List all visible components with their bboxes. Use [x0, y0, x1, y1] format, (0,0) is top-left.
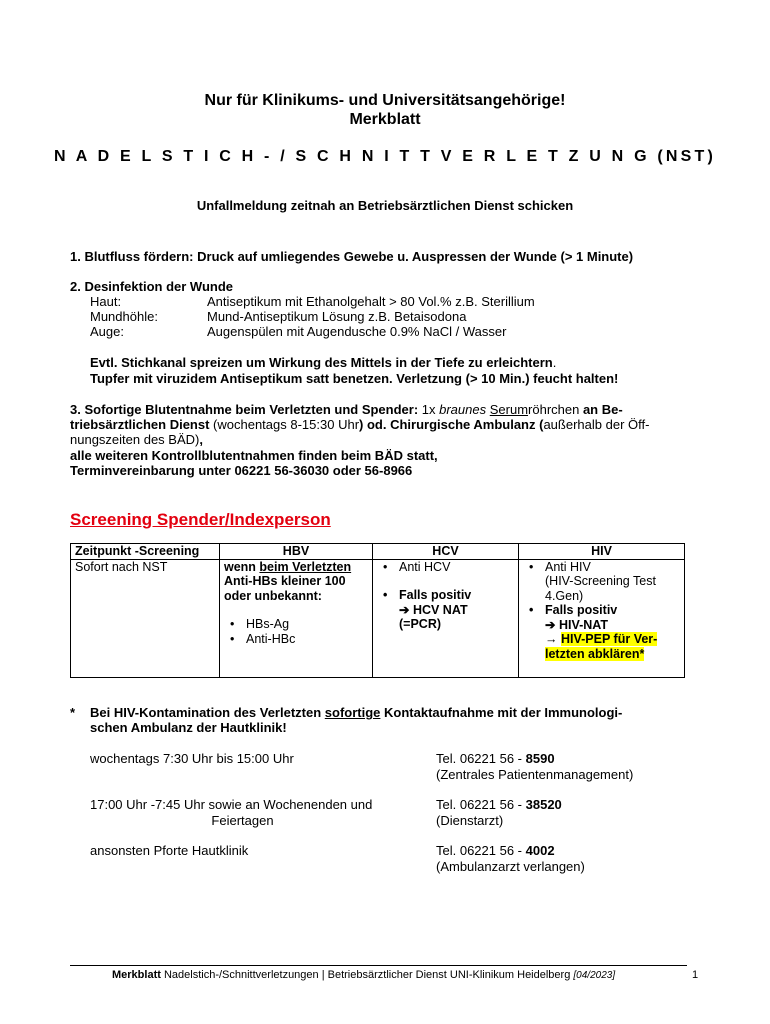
contact-who-3: (Ambulanzarzt verlangen): [436, 859, 585, 874]
step2-text-auge: Augenspülen mit Augendusche 0.9% NaCl / Wasser: [207, 324, 507, 339]
list-item: • Anti HCV: [377, 560, 514, 575]
footer-text: Merkblatt Nadelstich-/Schnittverletzungen | Betriebsärztlicher Dienst UNI-Klinikum Heidelberg [04/2023]: [112, 969, 616, 981]
cell-zeitpunkt: Sofort nach NST: [71, 559, 220, 677]
contact-when-3: ansonsten Pforte Hautklinik: [90, 843, 249, 858]
hiv-note-line1: Bei HIV-Kontamination des Verletzten sofortige Kontaktaufnahme mit der Immunologi-: [90, 705, 623, 720]
step2-text-mund: Mund-Antiseptikum Lösung z.B. Betaisodona: [207, 309, 467, 324]
list-item: • HBs-Ag: [224, 617, 368, 632]
step1: 1. Blutfluss fördern: Druck auf umliegendes Gewebe u. Auspressen der Wunde (> 1 Minute): [70, 249, 634, 264]
contact-when-2b: Feiertagen: [211, 813, 274, 828]
step2-label-mund: Mundhöhle:: [90, 309, 158, 324]
step2-text-haut: Antiseptikum mit Ethanolgehalt > 80 Vol.% z.B. Sterillium: [207, 294, 535, 309]
step2-note2: Tupfer mit viruzidem Antiseptikum satt benetzen. Verletzung (> 10 Min.) feucht halten!: [90, 371, 619, 386]
header-hbv: HBV: [220, 544, 373, 560]
screening-heading: Screening Spender/Indexperson: [70, 510, 331, 529]
step3-line3: nungszeiten des BÄD),: [70, 432, 203, 447]
contact-who-1: (Zentrales Patientenmanagement): [436, 767, 634, 782]
subtitle: Unfallmeldung zeitnah an Betriebsärztlichen Dienst schicken: [196, 198, 574, 213]
header-line2: Merkblatt: [349, 111, 421, 128]
step2-label-haut: Haut:: [90, 294, 122, 309]
step2-note1: Evtl. Stichkanal spreizen um Wirkung des Mittels in der Tiefe zu erleichtern.: [90, 355, 557, 370]
step2-heading: 2. Desinfektion der Wunde: [70, 279, 234, 294]
contact-when-1: wochentags 7:30 Uhr bis 15:00 Uhr: [90, 751, 294, 766]
list-item: • Anti-HBc: [224, 632, 368, 647]
footer-divider: [70, 965, 687, 966]
hiv-note-star: *: [70, 705, 76, 720]
header-line1: Nur für Klinikums- und Universitätsangehörige!: [204, 92, 566, 109]
step3-line2: triebsärztlichen Dienst (wochentags 8-15:30 Uhr) od. Chirurgische Ambulanz (außerhalb der Öff-: [70, 417, 650, 432]
page-number: 1: [692, 969, 699, 981]
contact-who-2: (Dienstarzt): [436, 813, 504, 828]
table-row: [71, 559, 685, 677]
contact-tel-1: Tel. 06221 56 - 8590: [436, 751, 555, 766]
contact-tel-2: Tel. 06221 56 - 38520: [436, 797, 562, 812]
step3-line4: alle weiteren Kontrollblutentnahmen finden beim BÄD statt,: [70, 448, 438, 463]
table-header-row: [71, 544, 685, 560]
header-hiv: HIV: [519, 544, 685, 560]
screening-table: [70, 543, 685, 678]
cell-hiv: [519, 559, 685, 677]
header-zeitpunkt: Zeitpunkt -Screening: [71, 544, 220, 560]
hiv-note-line2: schen Ambulanz der Hautklinik!: [90, 720, 287, 735]
contact-when-2: 17:00 Uhr -7:45 Uhr sowie an Wochenenden und: [90, 797, 373, 812]
step3-line5: Terminvereinbarung unter 06221 56-36030 oder 56-8966: [70, 463, 413, 478]
cell-hbv: wenn beim Verletzten Anti-HBs kleiner 100 oder unbekannt: • HBs-Ag • Anti-HBc: [220, 559, 373, 677]
list-item: • Falls positiv ➔ HIV-NAT → HIV-PEP für Ver- letzten abklären*: [523, 603, 680, 661]
list-item: • Falls positiv ➔ HCV NAT (=PCR): [377, 588, 514, 632]
step2-label-auge: Auge:: [90, 324, 124, 339]
cell-hcv: [373, 559, 519, 677]
contact-tel-3: Tel. 06221 56 - 4002: [436, 843, 555, 858]
main-title: N A D E L S T I C H - / S C H N I T T V E R L E T Z U N G (NST): [53, 148, 717, 165]
header-hcv: HCV: [373, 544, 519, 560]
list-item: • Anti HIV (HIV-Screening Test 4.Gen): [523, 560, 680, 604]
hiv-pep-highlight: HIV-PEP für Ver-: [560, 632, 658, 646]
step3-line1: 3. Sofortige Blutentnahme beim Verletzten und Spender: 1x braunes Serumröhrchen an Be-: [70, 402, 623, 417]
